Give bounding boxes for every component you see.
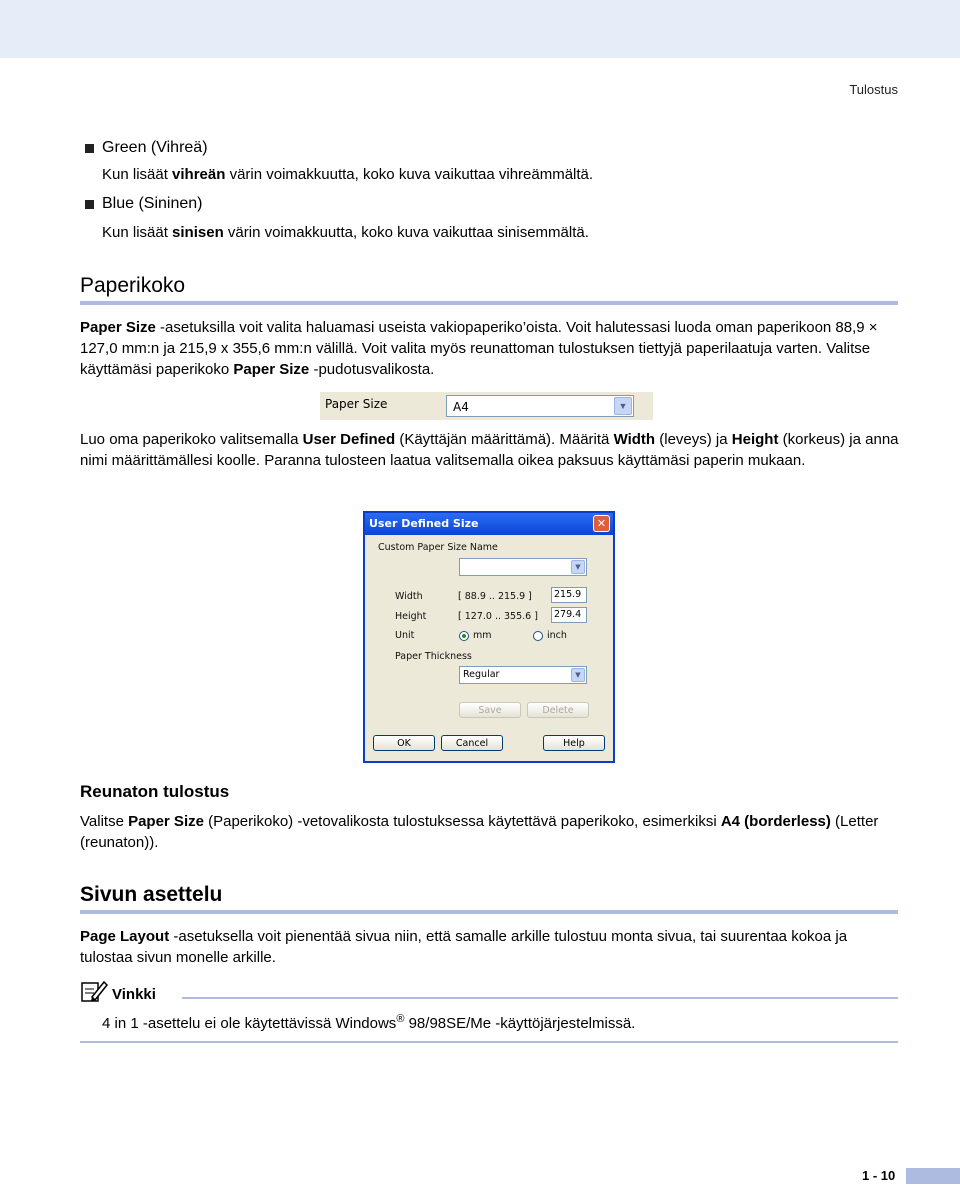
paper-thickness-label: Paper Thickness	[395, 651, 472, 662]
heading-paperikoko: Paperikoko	[80, 274, 186, 297]
user-defined-size-dialog	[363, 511, 615, 763]
note-rule-bottom	[80, 1041, 898, 1043]
heading-sivun-asettelu: Sivun asettelu	[80, 883, 223, 906]
paper-size-value: A4	[453, 400, 469, 414]
blue-description: Kun lisäät sinisen värin voimakkuutta, koko kuva vaikuttaa sinisemmältä.	[102, 224, 589, 241]
height-label: Height	[395, 611, 427, 622]
width-input[interactable]: 215.9	[551, 587, 587, 603]
paperikoko-paragraph-2: Luo oma paperikoko valitsemalla User Defined (Käyttäjän määrittämä). Määritä Width (leveys) ja Height (korkeus) ja anna nimi määrittämällesi koolle. Paranna tulosteen laatua valitsemalla oikea paksuus käyttämäsi paperin mukaan.	[80, 431, 899, 469]
paper-thickness-select[interactable]: Regular ▼	[459, 666, 587, 684]
custom-name-combo[interactable]	[459, 558, 587, 576]
chevron-down-icon[interactable]: ▼	[571, 560, 585, 574]
green-description: Kun lisäät vihreän värin voimakkuutta, koko kuva vaikuttaa vihreämmältä.	[102, 166, 594, 183]
blue-bullet	[85, 195, 203, 213]
green-title: Green (Vihreä)	[102, 139, 208, 156]
paper-size-select[interactable]	[446, 395, 634, 417]
bullet-square-icon	[85, 200, 94, 209]
width-range: [ 88.9 .. 215.9 ]	[458, 591, 532, 602]
unit-mm-radio[interactable]	[459, 631, 469, 641]
paperikoko-paragraph-1: Paper Size -asetuksilla voit valita haluamasi useista vakiopaperiko’oista. Voit halutessasi luoda oman paperikoon 88,9 × 127,0 mm:n ja 215,9 x 355,6 mm:n välillä. Voit valita myös reunattoman tulostuksen tiettyjä paperilaatuja varten. Valitse käyttämäsi paperikoko Paper Size -pudotusvalikosta.	[80, 319, 878, 378]
note-label: Vinkki	[112, 986, 156, 1003]
chevron-down-icon[interactable]: ▼	[614, 397, 632, 415]
heading-rule	[80, 301, 898, 305]
cancel-button[interactable]: Cancel	[441, 735, 503, 751]
blue-title: Blue (Sininen)	[102, 195, 203, 212]
bullet-square-icon	[85, 144, 94, 153]
unit-inch-radio[interactable]	[533, 631, 543, 641]
save-button[interactable]: Save	[459, 702, 521, 718]
page-top-band	[0, 0, 960, 58]
heading-reunaton: Reunaton tulostus	[80, 782, 230, 801]
unit-label: Unit	[395, 630, 415, 641]
ok-button[interactable]: OK	[373, 735, 435, 751]
unit-inch-label: inch	[547, 630, 567, 641]
note-rule	[182, 997, 898, 999]
custom-name-label: Custom Paper Size Name	[378, 542, 498, 553]
section-header: Tulostus	[849, 82, 898, 97]
paper-size-control	[320, 392, 653, 420]
height-input[interactable]: 279.4	[551, 607, 587, 623]
note-pencil-icon	[80, 979, 108, 1003]
heading-rule	[80, 910, 898, 914]
close-icon[interactable]: ✕	[593, 515, 610, 532]
page-number: 1 - 10	[862, 1168, 896, 1183]
unit-mm-label: mm	[473, 630, 492, 641]
dialog-title: User Defined Size	[369, 517, 479, 530]
delete-button[interactable]: Delete	[527, 702, 589, 718]
paper-size-label: Paper Size	[325, 397, 388, 411]
height-range: [ 127.0 .. 355.6 ]	[458, 611, 538, 622]
dialog-title-bar	[365, 513, 613, 535]
chevron-down-icon[interactable]: ▼	[571, 668, 585, 682]
page-number-tab	[906, 1168, 960, 1184]
note-text: 4 in 1 -asettelu ei ole käytettävissä Windows® 98/98SE/Me -käyttöjärjestelmissä.	[102, 1013, 636, 1032]
sivun-paragraph: Page Layout -asetuksella voit pienentää sivua niin, että samalle arkille tulostuu monta sivua, tai suurentaa kokoa ja tulostaa sivun monelle arkille.	[80, 928, 848, 966]
green-bullet	[85, 139, 208, 157]
help-button[interactable]: Help	[543, 735, 605, 751]
width-label: Width	[395, 591, 423, 602]
reunaton-paragraph: Valitse Paper Size (Paperikoko) -vetovalikosta tulostuksessa käytettävä paperikoko, esimerkiksi A4 (borderless) (Letter (reunaton)).	[80, 813, 879, 851]
